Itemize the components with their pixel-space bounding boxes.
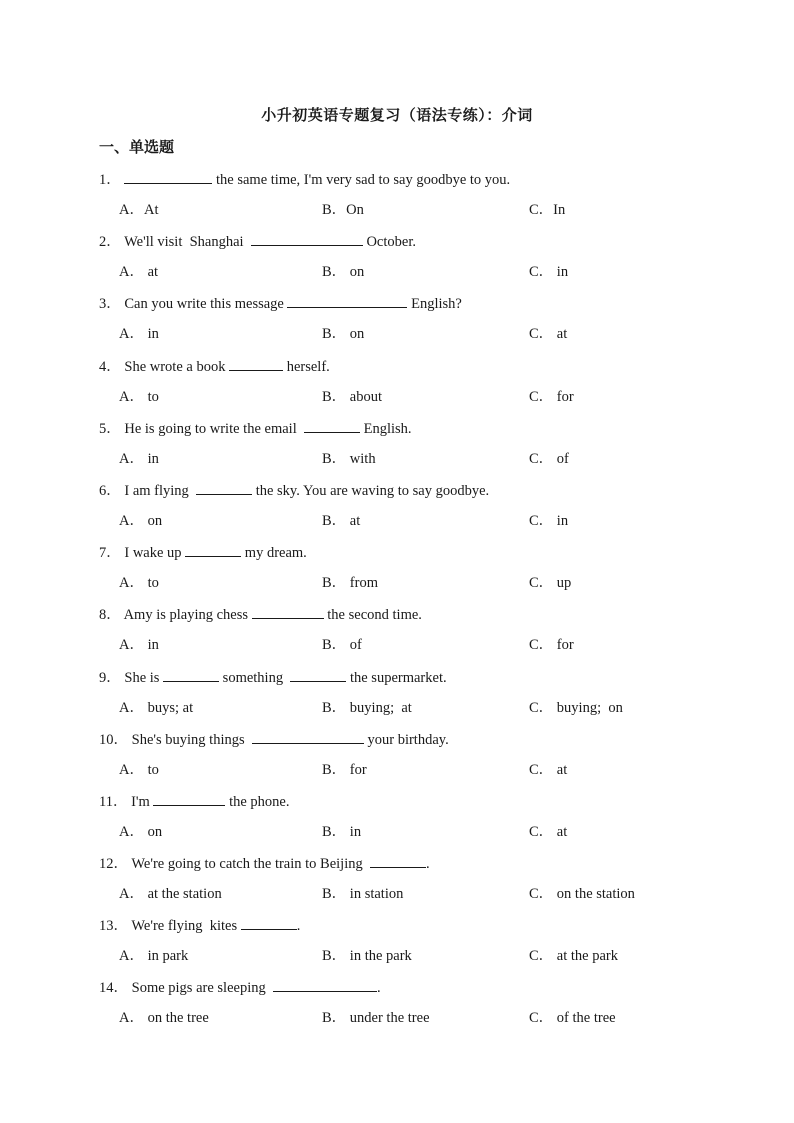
option-a[interactable]: A． in <box>119 450 159 467</box>
option-b[interactable]: B．On <box>322 202 364 218</box>
question-text: . <box>376 980 381 997</box>
option-b[interactable]: B． in the park <box>322 948 412 965</box>
question-item <box>0 353 794 415</box>
question-stem <box>99 232 416 251</box>
question-text: . <box>426 856 430 873</box>
question-stem <box>99 978 381 997</box>
question-stem <box>99 916 300 935</box>
option-c[interactable]: C． buying; on <box>529 699 623 716</box>
answer-blank[interactable] <box>287 294 407 308</box>
answer-blank[interactable] <box>252 730 364 744</box>
page-title: 小升初英语专题复习（语法专练）：介词 <box>261 106 533 124</box>
answer-blank[interactable] <box>241 916 297 930</box>
option-b[interactable]: B． under the tree <box>322 1010 430 1027</box>
question-text: She wrote a book <box>124 358 230 375</box>
option-a[interactable]: A． to <box>119 575 159 592</box>
answer-blank[interactable] <box>290 668 346 682</box>
option-b[interactable]: B． for <box>322 761 367 778</box>
question-text: my dream. <box>241 545 307 562</box>
option-a[interactable]: A． at <box>119 264 159 281</box>
section-heading: 一、单选题 <box>99 138 175 156</box>
question-stem <box>99 170 510 189</box>
option-b[interactable]: B． of <box>322 637 362 654</box>
question-text: your birthday. <box>363 731 449 748</box>
question-text: the sky. You are waving to say goodbye. <box>252 482 490 499</box>
question-item <box>0 601 794 663</box>
answer-blank[interactable] <box>153 792 225 806</box>
option-a[interactable]: A． to <box>119 388 159 405</box>
question-text: We're going to catch the train to Beijing <box>131 856 370 873</box>
question-stem <box>99 543 307 562</box>
question-item <box>0 539 794 601</box>
question-stem <box>99 605 422 624</box>
option-a[interactable]: A． on <box>119 823 163 840</box>
question-text: I'm <box>131 793 154 810</box>
question-number: 4． <box>99 358 125 375</box>
option-a[interactable]: A． in <box>119 326 159 343</box>
question-stem <box>99 357 330 376</box>
question-text: She is <box>124 669 164 686</box>
question-number: 10． <box>99 731 132 748</box>
option-a[interactable]: A． on the tree <box>119 1010 209 1027</box>
question-item <box>0 664 794 726</box>
option-b[interactable]: B． in station <box>322 886 404 903</box>
question-text: herself. <box>283 358 330 375</box>
question-text: the second time. <box>323 607 422 624</box>
option-c[interactable]: C． on the station <box>529 886 635 903</box>
question-item <box>0 166 794 228</box>
question-number: 1． <box>99 172 125 188</box>
question-text: something <box>219 669 291 686</box>
question-item <box>0 290 794 352</box>
question-stem <box>99 481 489 500</box>
question-text: . <box>296 918 301 935</box>
question-number: 7． <box>99 545 125 562</box>
question-number: 12． <box>99 856 132 873</box>
question-text: We'll visit Shanghai <box>124 234 251 251</box>
question-text: the phone. <box>225 793 290 810</box>
question-text: Can you write this message <box>124 296 288 313</box>
question-number: 2． <box>99 234 125 251</box>
question-item <box>0 726 794 788</box>
option-c[interactable]: C． in <box>529 512 569 529</box>
question-text: English. <box>359 420 412 437</box>
question-stem <box>99 792 289 811</box>
question-text: the supermarket. <box>346 669 447 686</box>
answer-blank[interactable] <box>304 419 360 433</box>
option-c[interactable]: C． of the tree <box>529 1010 616 1027</box>
question-number: 9． <box>99 669 125 686</box>
question-number: 14． <box>99 980 132 997</box>
question-text: I am flying <box>124 482 197 499</box>
answer-blank[interactable] <box>273 978 377 992</box>
option-a[interactable]: A． on <box>119 512 163 529</box>
question-number: 6． <box>99 482 125 499</box>
option-c[interactable]: C． at <box>529 326 568 343</box>
question-stem <box>99 854 430 873</box>
question-stem <box>99 419 412 438</box>
question-text: We're flying kites <box>131 918 241 935</box>
question-text: He is going to write the email <box>124 420 304 437</box>
answer-blank[interactable] <box>251 232 363 246</box>
option-b[interactable]: B． in <box>322 823 362 840</box>
question-number: 11． <box>99 793 132 810</box>
option-b[interactable]: B． on <box>322 264 365 281</box>
question-text: English? <box>407 296 462 313</box>
option-c[interactable]: C．In <box>529 202 566 218</box>
answer-blank[interactable] <box>252 605 324 619</box>
option-b[interactable]: B． at <box>322 512 361 529</box>
question-stem <box>99 294 462 313</box>
question-list <box>0 166 794 1037</box>
question-stem <box>99 668 447 687</box>
option-a[interactable]: A． to <box>119 761 159 778</box>
question-number: 8． <box>99 607 124 624</box>
option-c[interactable]: C． up <box>529 575 572 592</box>
option-a[interactable]: A． in park <box>119 948 189 965</box>
option-c[interactable]: C． at the park <box>529 948 618 965</box>
option-c[interactable]: C． at <box>529 823 568 840</box>
question-text: She's buying things <box>131 731 252 748</box>
option-a[interactable]: A．At <box>119 202 159 218</box>
answer-blank[interactable] <box>370 854 426 868</box>
option-c[interactable]: C． in <box>529 264 569 281</box>
question-stem <box>99 730 449 749</box>
question-item <box>0 415 794 477</box>
question-item <box>0 974 794 1036</box>
option-b[interactable]: B． from <box>322 575 378 592</box>
answer-blank[interactable] <box>185 543 241 557</box>
option-c[interactable]: C． of <box>529 450 569 467</box>
question-text: the same time, I'm very sad to say goodbye to you. <box>212 172 511 188</box>
option-a[interactable]: A． buys; at <box>119 699 194 716</box>
option-b[interactable]: B． with <box>322 450 376 467</box>
answer-blank[interactable] <box>163 668 219 682</box>
option-a[interactable]: A． in <box>119 637 159 654</box>
question-text: October. <box>362 234 416 251</box>
option-b[interactable]: B． on <box>322 326 365 343</box>
question-item <box>0 228 794 290</box>
answer-blank[interactable] <box>124 170 212 184</box>
question-text: Amy is playing chess <box>123 607 252 624</box>
question-text: Some pigs are sleeping <box>131 980 273 997</box>
question-text: I wake up <box>124 545 186 562</box>
question-number: 5． <box>99 420 125 437</box>
answer-blank[interactable] <box>229 357 283 371</box>
answer-blank[interactable] <box>196 481 252 495</box>
question-number: 13． <box>99 918 132 935</box>
option-b[interactable]: B． buying; at <box>322 699 412 716</box>
question-item <box>0 788 794 850</box>
question-item <box>0 912 794 974</box>
option-c[interactable]: C． at <box>529 761 568 778</box>
question-item <box>0 477 794 539</box>
question-number: 3． <box>99 296 125 313</box>
option-b[interactable]: B． about <box>322 388 383 405</box>
option-c[interactable]: C． for <box>529 637 574 654</box>
option-a[interactable]: A． at the station <box>119 886 222 903</box>
option-c[interactable]: C． for <box>529 388 574 405</box>
question-item <box>0 850 794 912</box>
